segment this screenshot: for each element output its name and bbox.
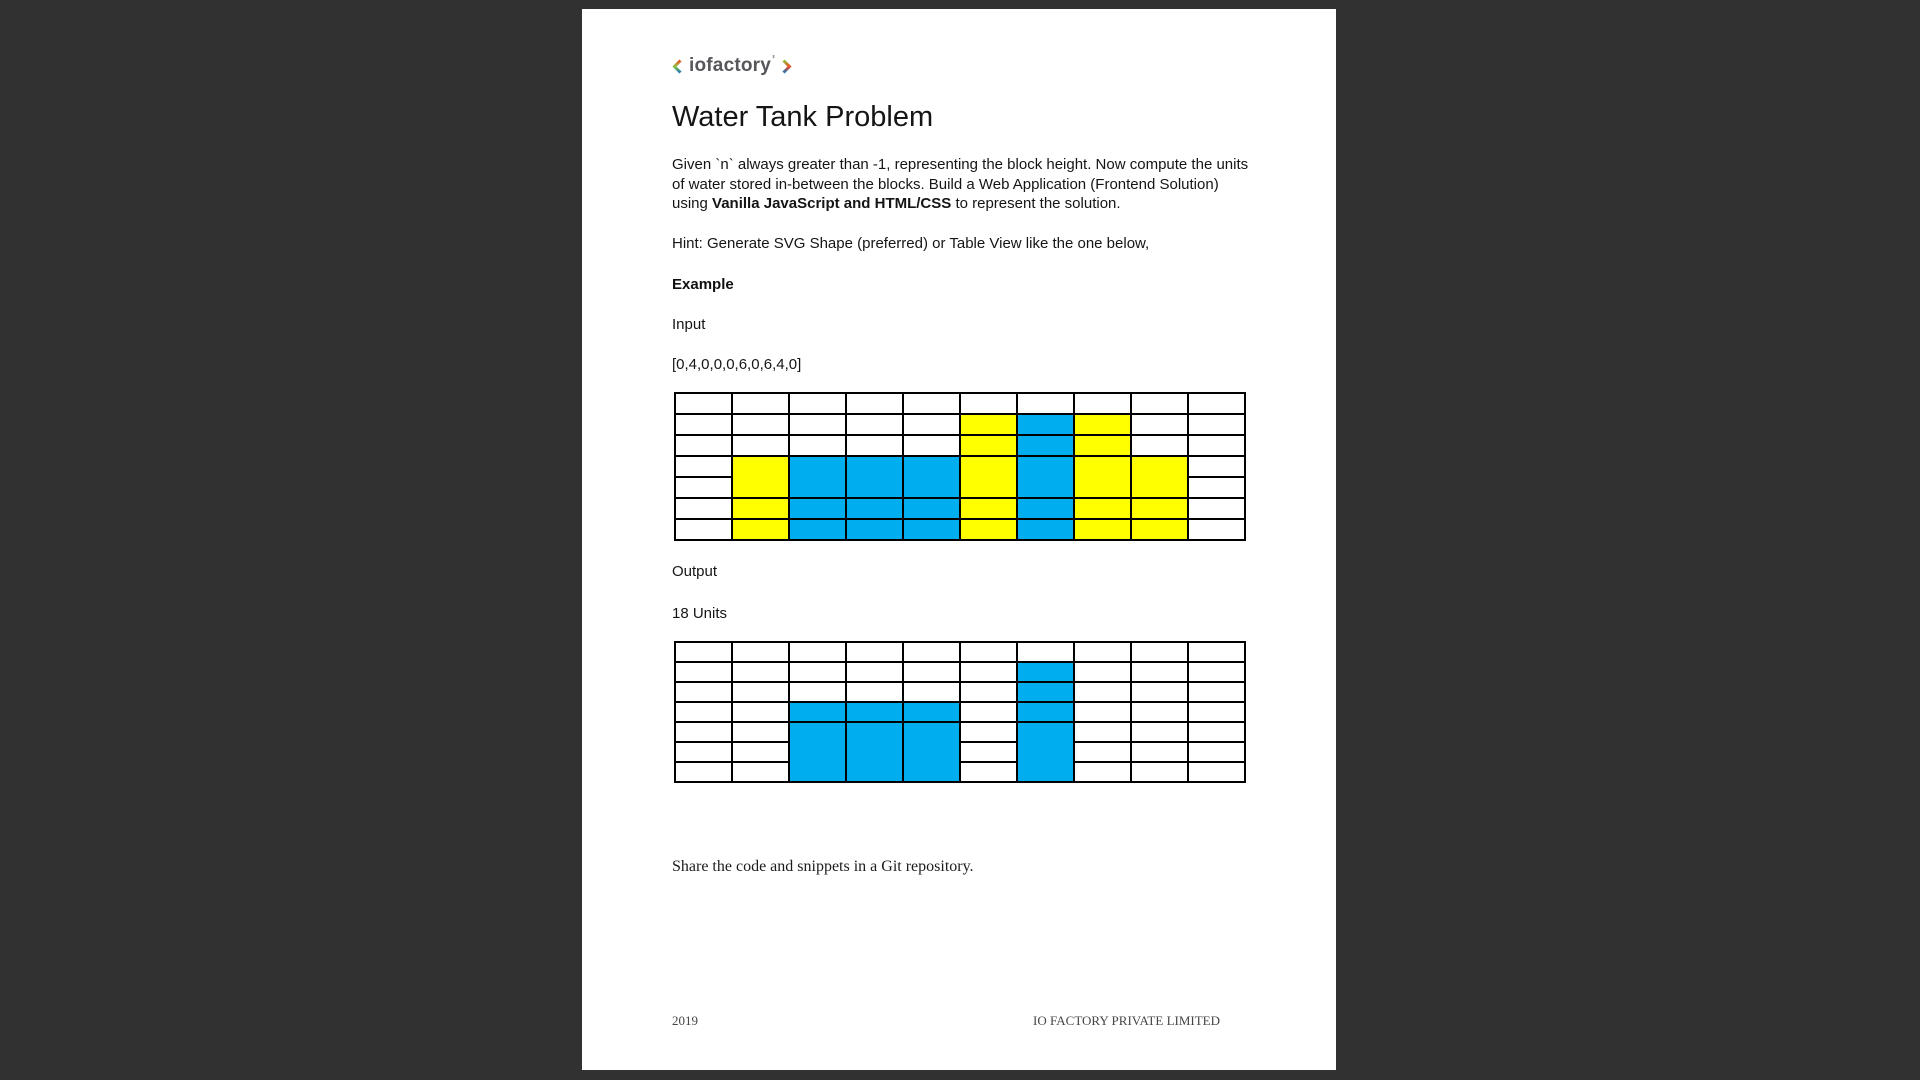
- grid-cell-block: [960, 456, 1017, 498]
- grid-cell-empty: [1131, 682, 1188, 702]
- grid-cell-empty: [1074, 682, 1131, 702]
- grid-cell-water: [1017, 498, 1074, 519]
- grid-cell-water: [903, 722, 960, 782]
- output-grid-table: [674, 641, 1246, 783]
- grid-cell-empty: [675, 477, 732, 498]
- hint-text: Hint: Generate SVG Shape (preferred) or Table View like the one below,: [672, 235, 1150, 252]
- grid-cell-empty: [1131, 762, 1188, 782]
- grid-cell-empty: [1188, 498, 1245, 519]
- grid-cell-block: [732, 456, 789, 498]
- grid-cell-empty: [732, 702, 789, 722]
- grid-cell-empty: [960, 642, 1017, 662]
- document-page: [582, 9, 1336, 1070]
- grid-cell-water: [1017, 414, 1074, 435]
- grid-cell-water: [789, 498, 846, 519]
- grid-cell-block: [960, 498, 1017, 519]
- grid-cell-empty: [903, 642, 960, 662]
- grid-cell-empty: [789, 435, 846, 456]
- grid-cell-empty: [789, 642, 846, 662]
- grid-cell-block: [1074, 414, 1131, 435]
- grid-cell-empty: [675, 682, 732, 702]
- grid-cell-empty: [846, 393, 903, 414]
- grid-cell-empty: [903, 393, 960, 414]
- grid-cell-empty: [1074, 742, 1131, 762]
- footer-company: IO FACTORY PRIVATE LIMITED: [1033, 1013, 1220, 1028]
- grid-cell-empty: [1017, 642, 1074, 662]
- grid-cell-block: [1131, 519, 1188, 540]
- grid-cell-water: [846, 456, 903, 498]
- grid-cell-water: [846, 702, 903, 722]
- grid-cell-water: [789, 519, 846, 540]
- grid-cell-empty: [732, 435, 789, 456]
- grid-cell-water: [789, 456, 846, 498]
- input-grid-table: [674, 392, 1246, 541]
- grid-cell-empty: [675, 662, 732, 682]
- grid-cell-empty: [1188, 456, 1245, 477]
- grid-cell-empty: [1074, 662, 1131, 682]
- footer-year: 2019: [672, 1013, 698, 1028]
- grid-cell-empty: [732, 642, 789, 662]
- grid-cell-empty: [789, 682, 846, 702]
- grid-cell-empty: [1188, 762, 1245, 782]
- grid-cell-empty: [846, 435, 903, 456]
- grid-cell-empty: [1188, 477, 1245, 498]
- page-footer: [672, 1013, 1220, 1029]
- grid-cell-water: [789, 722, 846, 782]
- grid-cell-empty: [1188, 662, 1245, 682]
- page-title: Water Tank Problem: [672, 101, 934, 133]
- logo-right-chevron-icon: [781, 59, 792, 74]
- grid-cell-empty: [675, 393, 732, 414]
- intro-line-3: using Vanilla JavaScript and HTML/CSS to represent the solution.: [672, 195, 1121, 212]
- grid-cell-empty: [1074, 393, 1131, 414]
- grid-cell-empty: [675, 702, 732, 722]
- grid-cell-block: [1074, 456, 1131, 498]
- grid-cell-block: [1074, 435, 1131, 456]
- grid-cell-block: [960, 414, 1017, 435]
- grid-cell-empty: [960, 702, 1017, 722]
- grid-cell-empty: [903, 662, 960, 682]
- grid-cell-empty: [732, 762, 789, 782]
- grid-cell-empty: [960, 662, 1017, 682]
- grid-cell-water: [1017, 456, 1074, 498]
- grid-cell-empty: [1188, 682, 1245, 702]
- grid-cell-block: [732, 498, 789, 519]
- grid-cell-block: [732, 519, 789, 540]
- grid-cell-empty: [675, 498, 732, 519]
- grid-cell-empty: [903, 682, 960, 702]
- grid-cell-empty: [846, 642, 903, 662]
- grid-cell-water: [846, 519, 903, 540]
- grid-cell-empty: [675, 414, 732, 435]
- input-array: [0,4,0,0,0,6,0,6,4,0]: [672, 356, 802, 373]
- grid-cell-empty: [732, 414, 789, 435]
- iofactory-logo: [672, 53, 792, 79]
- input-label: Input: [672, 316, 706, 333]
- grid-cell-empty: [675, 519, 732, 540]
- grid-cell-empty: [846, 682, 903, 702]
- grid-cell-empty: [1188, 742, 1245, 762]
- grid-cell-empty: [675, 642, 732, 662]
- logo-text: iofactory': [689, 51, 776, 76]
- grid-cell-empty: [1131, 435, 1188, 456]
- grid-cell-empty: [1131, 414, 1188, 435]
- grid-cell-block: [960, 435, 1017, 456]
- grid-cell-water: [1017, 662, 1074, 682]
- grid-cell-water: [846, 498, 903, 519]
- grid-cell-empty: [789, 662, 846, 682]
- share-note: Share the code and snippets in a Git repository.: [672, 858, 974, 875]
- grid-cell-empty: [732, 742, 789, 762]
- grid-cell-water: [789, 702, 846, 722]
- grid-cell-empty: [1188, 722, 1245, 742]
- grid-cell-empty: [1188, 702, 1245, 722]
- grid-cell-empty: [1074, 642, 1131, 662]
- grid-cell-block: [960, 519, 1017, 540]
- intro-bold-tech: Vanilla JavaScript and HTML/CSS: [712, 195, 952, 212]
- grid-cell-block: [1074, 519, 1131, 540]
- grid-cell-empty: [1131, 393, 1188, 414]
- grid-cell-empty: [960, 742, 1017, 762]
- grid-cell-water: [1017, 702, 1074, 722]
- grid-cell-empty: [1131, 742, 1188, 762]
- grid-cell-water: [846, 722, 903, 782]
- grid-cell-water: [903, 498, 960, 519]
- grid-cell-empty: [1131, 642, 1188, 662]
- grid-cell-empty: [789, 414, 846, 435]
- grid-cell-empty: [1188, 642, 1245, 662]
- logo-trademark-tick: ': [772, 51, 776, 67]
- grid-cell-water: [1017, 435, 1074, 456]
- grid-cell-empty: [960, 722, 1017, 742]
- grid-cell-empty: [1131, 722, 1188, 742]
- grid-cell-empty: [1188, 393, 1245, 414]
- grid-cell-empty: [1017, 393, 1074, 414]
- grid-cell-empty: [675, 722, 732, 742]
- grid-cell-empty: [1074, 762, 1131, 782]
- grid-cell-empty: [960, 682, 1017, 702]
- grid-cell-water: [1017, 682, 1074, 702]
- grid-cell-empty: [1074, 702, 1131, 722]
- grid-cell-water: [903, 456, 960, 498]
- intro-line-1: Given `n` always greater than -1, representing the block height. Now compute the units: [672, 156, 1249, 173]
- output-label: Output: [672, 563, 718, 580]
- grid-cell-empty: [675, 742, 732, 762]
- example-label: Example: [672, 276, 734, 293]
- intro-paragraph: [672, 155, 1248, 214]
- grid-cell-empty: [846, 414, 903, 435]
- grid-cell-empty: [732, 393, 789, 414]
- grid-cell-water: [1017, 722, 1074, 782]
- grid-cell-block: [1074, 498, 1131, 519]
- grid-cell-empty: [1131, 662, 1188, 682]
- grid-cell-empty: [675, 435, 732, 456]
- grid-cell-water: [1017, 519, 1074, 540]
- grid-cell-empty: [846, 662, 903, 682]
- grid-cell-empty: [960, 393, 1017, 414]
- output-value: 18 Units: [672, 605, 728, 622]
- grid-cell-empty: [1074, 722, 1131, 742]
- logo-left-chevron-icon: [672, 59, 683, 74]
- grid-cell-empty: [1188, 435, 1245, 456]
- grid-cell-empty: [675, 456, 732, 477]
- grid-cell-empty: [1188, 414, 1245, 435]
- grid-cell-block: [1131, 456, 1188, 498]
- grid-cell-empty: [1131, 702, 1188, 722]
- grid-cell-water: [903, 702, 960, 722]
- grid-cell-empty: [903, 414, 960, 435]
- grid-cell-empty: [960, 762, 1017, 782]
- grid-cell-empty: [732, 722, 789, 742]
- grid-cell-empty: [675, 762, 732, 782]
- grid-cell-empty: [789, 393, 846, 414]
- grid-cell-block: [1131, 498, 1188, 519]
- grid-cell-water: [903, 519, 960, 540]
- intro-line-2: of water stored in-between the blocks. Build a Web Application (Frontend Solution): [672, 175, 1219, 193]
- grid-cell-empty: [732, 682, 789, 702]
- grid-cell-empty: [903, 435, 960, 456]
- grid-cell-empty: [1188, 519, 1245, 540]
- grid-cell-empty: [732, 662, 789, 682]
